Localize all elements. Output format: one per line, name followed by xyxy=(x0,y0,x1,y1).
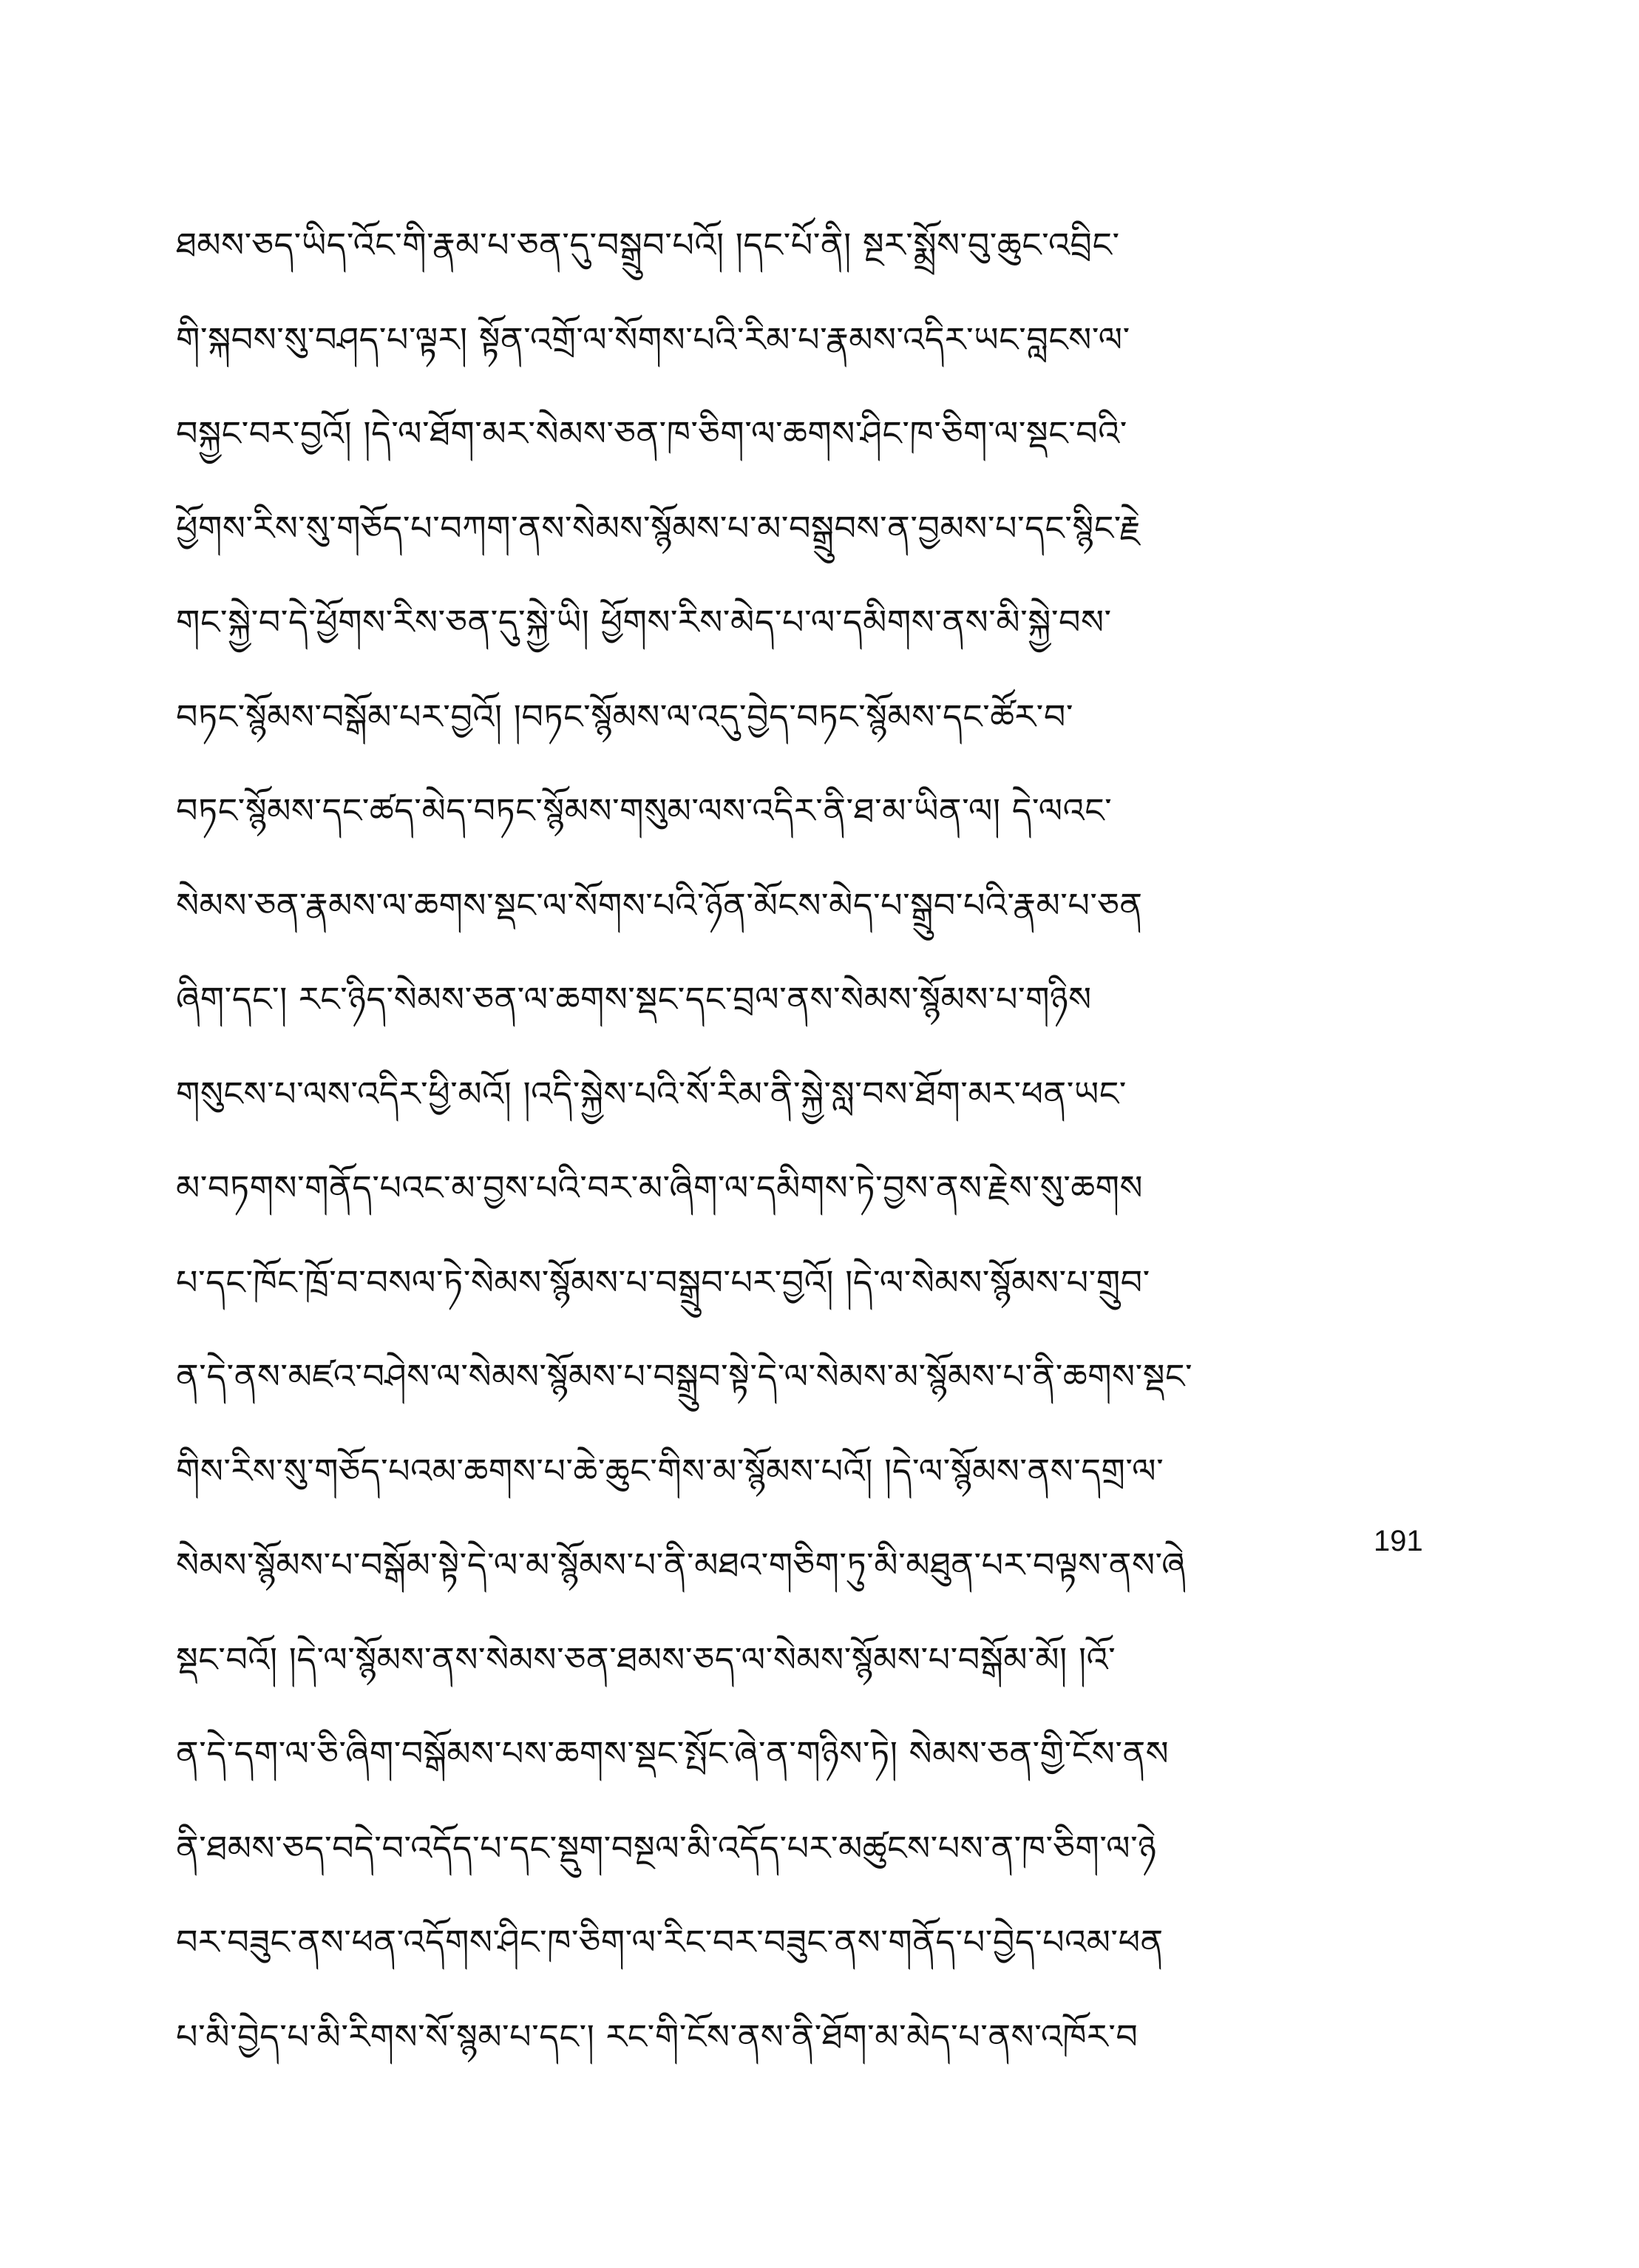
text-line: ན་དེ་ནས་མཛའ་བཤེས་ལ་སེམས་སྙོམས་པ་བསྒྲུབ་སྟེ་དེ་ལ་སེམས་མ་སྙོམས་པ་ནི་ཆགས་སྡང་ xyxy=(176,1356,1193,1396)
text-line: ཕྱོགས་རིས་སུ་གཅོད་པ་བཀག་ནས་སེམས་སྙོམས་པ་མ་བསྒྲུབས་ན་བྱམས་པ་དང་སྙིང་རྗེ xyxy=(176,507,1141,548)
text-line: སེམས་ཅན་རྣམས་ལ་ཆགས་སྡང་ལ་སོགས་པའི་ཉོན་མོངས་མེད་པ་སྒྲུབ་པའི་རྣམ་པ་ཅན xyxy=(176,884,1143,925)
text-line: པ་དང་ཁོང་ཁྲོ་བ་བསལ་ཏེ་སེམས་སྙོམས་པ་བསྒྲུབ་པར་བྱའོ། །དེ་ལ་སེམས་སྙོམས་པ་གྲུབ་ xyxy=(176,1262,1150,1302)
text-line: གང་སྐྱེ་བ་དེ་ཕྱོགས་རིས་ཅན་དུ་སྐྱེ་ཡི། ཕྱོགས་རིས་མེད་པ་ལ་དམིགས་ནས་མི་སྐྱེ་བས་ xyxy=(176,602,1112,642)
text-line: གིས་རིས་སུ་གཅོད་པའམ་ཆགས་པ་ཆེ་ཆུང་གིས་མ་སྙོམས་པའོ། །དེ་ལ་སྙོམས་ནས་དགྲ་ལ་ xyxy=(176,1450,1164,1491)
body-text xyxy=(176,198,1462,2084)
text-line: བཏང་སྙོམས་དང་ཚད་མེད་བཏང་སྙོམས་གསུམ་ལས་འདིར་ནི་ཐ་མ་ཡིན་ལ། དེ་ལའང་ xyxy=(176,791,1113,830)
text-line: མ་བཏགས་གནོད་པའང་མ་བྱས་པའི་བར་མ་ཞིག་ལ་དམིགས་ཏེ་བྱས་ནས་རྗེས་སུ་ཆགས xyxy=(176,1168,1144,1208)
text-line: ན་དེ་དག་ལ་ཅི་ཞིག་བསྒོམས་པས་ཆགས་སྡང་སྤོང་ཞེ་ན་གཉིས་ཏེ། སེམས་ཅན་གྱི་ངོས་ནས xyxy=(176,1733,1170,1773)
text-line: བར་བཟུང་ནས་ཕན་འདོགས་ཤིང་ཁ་ཅིག་ལ་རིང་བར་བཟུང་ནས་གནོད་པ་བྱེད་པའམ་ཕན xyxy=(176,1922,1164,1962)
text-line: སེམས་སྙོམས་པ་བསྒོམ་སྟེ་དེ་ལ་མ་སྙོམས་པ་ནི་མཐའ་གཅིག་ཏུ་མི་མཐུན་པར་བལྟས་ནས་ཞེ xyxy=(176,1545,1186,1585)
text-line: ཐམས་ཅད་ཡིད་འོང་གི་རྣམ་པ་ཅན་དུ་བསྒྲུབ་པའོ། །དང་པོ་ནི། སྔར་སྨྲོས་བུ་ཆུང་འབྲིང་ xyxy=(176,225,1120,265)
text-line: བཏང་སྙོམས་བསྒོམ་པར་བྱའོ། །བཏང་སྙོམས་ལ་འདུ་བྱེད་བཏང་སྙོམས་དང་ཚོར་བ་ xyxy=(176,696,1073,737)
text-line: ནི་ཐམས་ཅད་བདེ་བ་འདོད་པ་དང་སྡུག་བསྔལ་མི་འདོད་པར་མཚུངས་པས་ན་ཁ་ཅིག་ལ་ཉེ xyxy=(176,1827,1157,1868)
page-number: 191 xyxy=(1374,1525,1423,1557)
text-line: གསུངས་པ་ལས་འདིར་ཕྱི་མའོ། །འདི་སྐྱེས་པའི་སོ་རིམ་ནི་སྐྱེ་སླ་བས་ཐོག་མར་ཕན་ཡང་ xyxy=(176,1073,1127,1114)
text-line: སྡང་བའོ། །དེ་ལ་སྙོམས་ནས་སེམས་ཅན་ཐམས་ཅད་ལ་སེམས་སྙོམས་པ་བསྒོམ་མོ། །འོ་ xyxy=(176,1639,1116,1679)
text-line: པ་མི་བྱེད་པ་མི་རིགས་སོ་སྙམ་པ་དང་། རང་གི་ངོས་ནས་ནི་ཐོག་མ་མེད་པ་ནས་འཁོར་བ xyxy=(176,2016,1139,2057)
text-line: གི་སྐབས་སུ་བཤད་པ་ལྟར། སྟོན་འགྲོ་ལ་སོགས་པའི་རིམ་པ་རྣམས་འདིར་ཡང་བླངས་ལ་ xyxy=(176,319,1130,359)
text-line: བསྐྱང་བར་བྱའོ། །དེ་ལ་ཐོག་མར་སེམས་ཅན་ཁ་ཅིག་ལ་ཆགས་ཤིང་ཁ་ཅིག་ལ་སྡང་བའི་ xyxy=(176,413,1127,453)
text-line: ཞིག་དང་། རང་ཉིད་སེམས་ཅན་ལ་ཆགས་སྡང་དང་བྲལ་ནས་སེམས་སྙོམས་པ་གཉིས xyxy=(176,979,1092,1019)
